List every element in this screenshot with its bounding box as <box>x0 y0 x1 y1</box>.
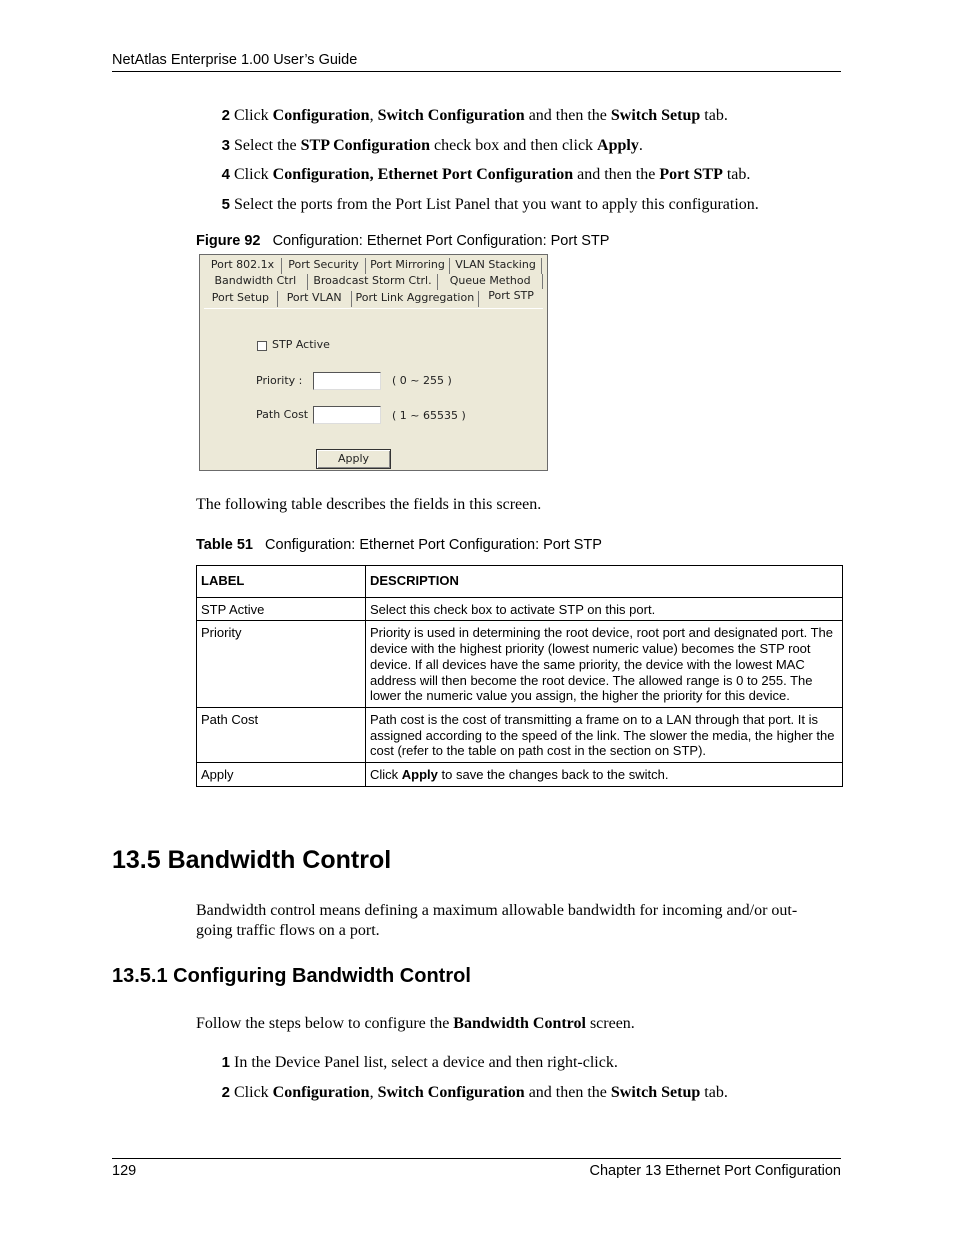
tab-port-stp[interactable]: Port STP <box>479 289 543 305</box>
tab-panel-edge <box>204 308 543 309</box>
row-description: Select this check box to activate STP on this port. <box>366 597 843 621</box>
tab-port-security[interactable]: Port Security <box>282 258 366 274</box>
apply-button[interactable]: Apply <box>316 449 391 469</box>
path-cost-label: Path Cost <box>256 408 309 421</box>
step-1 <box>196 1054 618 1072</box>
row-label: Path Cost <box>197 707 366 762</box>
table-title: Configuration: Ethernet Port Configuration: Port STP <box>265 537 602 553</box>
step-3 <box>196 137 643 155</box>
step-2 <box>196 107 728 125</box>
priority-label: Priority : <box>256 374 303 387</box>
tab-port-setup[interactable]: Port Setup <box>204 291 278 307</box>
tab-row-3 <box>204 291 543 307</box>
step-4 <box>196 166 750 184</box>
row-description: Click Apply to save the changes back to the switch. <box>366 763 843 787</box>
path-cost-range: ( 1 ~ 65535 ) <box>392 409 466 422</box>
port-stp-screenshot <box>199 254 548 471</box>
bold-term: Apply <box>401 767 438 783</box>
step-text: Click Configuration, Switch Configuration and then the Switch Setup tab. <box>234 1084 728 1101</box>
figure-caption <box>196 233 609 249</box>
table-intro: The following table describes the fields in this screen. <box>196 496 542 513</box>
table-row <box>197 763 843 787</box>
tab-row-1 <box>204 258 543 274</box>
step-text: Click Configuration, Ethernet Port Configuration and then the Port STP tab. <box>234 166 751 183</box>
step-text: Click Configuration, Switch Configuration and then the Switch Setup tab. <box>234 107 728 124</box>
table-header-row <box>197 566 843 598</box>
figure-title: Configuration: Ethernet Port Configuration: Port STP <box>272 233 610 249</box>
table-row <box>197 597 843 621</box>
step-text: In the Device Panel list, select a device and then right-click. <box>234 1054 618 1071</box>
bold-term: Apply <box>597 137 639 154</box>
header-rule <box>112 71 841 72</box>
table-row <box>197 621 843 708</box>
tab-port-8021x[interactable]: Port 802.1x <box>204 258 282 274</box>
subsection-intro: Follow the steps below to configure the Bandwidth Control screen. <box>196 1015 635 1032</box>
priority-input[interactable] <box>313 372 381 390</box>
tab-vlan-stacking[interactable]: VLAN Stacking <box>450 258 542 274</box>
step-number: 3 <box>221 137 230 154</box>
path-cost-input[interactable] <box>313 406 381 424</box>
section-paragraph-line-1: Bandwidth control means defining a maximum allowable bandwidth for incoming and/or out- <box>196 902 798 919</box>
table-row <box>197 707 843 762</box>
section-paragraph-line-2: going traffic flows on a port. <box>196 922 380 939</box>
bold-term: Configuration <box>272 1084 370 1101</box>
row-label: STP Active <box>197 597 366 621</box>
table-caption <box>196 537 602 553</box>
stp-active-label: STP Active <box>272 338 330 351</box>
step-number: 5 <box>221 196 230 213</box>
row-label: Priority <box>197 621 366 708</box>
step-text: Select the STP Configuration check box and then click Apply. <box>234 137 643 154</box>
bold-term: Configuration <box>272 107 370 124</box>
step-number: 2 <box>221 107 230 124</box>
footer-chapter: Chapter 13 Ethernet Port Configuration <box>589 1163 841 1179</box>
bold-term: Switch Configuration <box>377 1084 525 1101</box>
step-number: 1 <box>221 1054 230 1071</box>
tab-broadcast-storm-ctrl[interactable]: Broadcast Storm Ctrl. <box>308 274 439 290</box>
bold-term: Configuration, Ethernet Port Configuration <box>272 166 574 183</box>
bold-term: Switch Setup <box>610 1084 701 1101</box>
row-description: Priority is used in determining the root device, root port and designated port. The device with the highest priority (lowest numeric value) becomes the STP root device. If all devices have the same priority, the device with the lowest MAC address will then become the root device. The allowed range is 0 to 255. The lower the numeric value you assign, the higher the priority for this device. <box>366 621 843 708</box>
row-description: Path cost is the cost of transmitting a frame on to a LAN through that port. It is assigned according to the speed of the link. The slower the media, the higher the cost (refer to the table on path cost in the section on STP). <box>366 707 843 762</box>
row-label: Apply <box>197 763 366 787</box>
subsection-heading: 13.5.1 Configuring Bandwidth Control <box>112 965 471 987</box>
tab-port-vlan[interactable]: Port VLAN <box>278 291 352 307</box>
bold-term: Port STP <box>659 166 723 183</box>
bold-term: Switch Setup <box>610 107 701 124</box>
footer-rule <box>112 1158 841 1159</box>
step-5 <box>196 196 759 214</box>
fields-table <box>196 565 843 787</box>
section-paragraph <box>196 901 842 941</box>
stp-active-checkbox[interactable] <box>257 341 267 351</box>
step-number: 2 <box>221 1084 230 1101</box>
step-2-bottom <box>196 1084 728 1102</box>
header-description: DESCRIPTION <box>366 566 843 598</box>
priority-range: ( 0 ~ 255 ) <box>392 374 452 387</box>
tab-port-link-aggregation[interactable]: Port Link Aggregation <box>352 291 480 307</box>
tab-queue-method[interactable]: Queue Method <box>438 274 543 290</box>
bold-term: Bandwidth Control <box>453 1015 586 1032</box>
tab-bandwidth-ctrl[interactable]: Bandwidth Ctrl <box>204 274 308 290</box>
figure-label: Figure 92 <box>196 233 261 249</box>
header-label: LABEL <box>197 566 366 598</box>
page-number: 129 <box>112 1163 137 1179</box>
running-header: NetAtlas Enterprise 1.00 User’s Guide <box>112 52 358 68</box>
step-number: 4 <box>221 166 230 183</box>
step-text: Select the ports from the Port List Panel that you want to apply this configuration. <box>234 196 759 213</box>
bold-term: STP Configuration <box>300 137 430 154</box>
tab-row-2 <box>204 274 543 290</box>
tab-port-mirroring[interactable]: Port Mirroring <box>366 258 450 274</box>
table-label: Table 51 <box>196 537 253 553</box>
bold-term: Switch Configuration <box>377 107 525 124</box>
section-heading: 13.5 Bandwidth Control <box>112 846 392 874</box>
